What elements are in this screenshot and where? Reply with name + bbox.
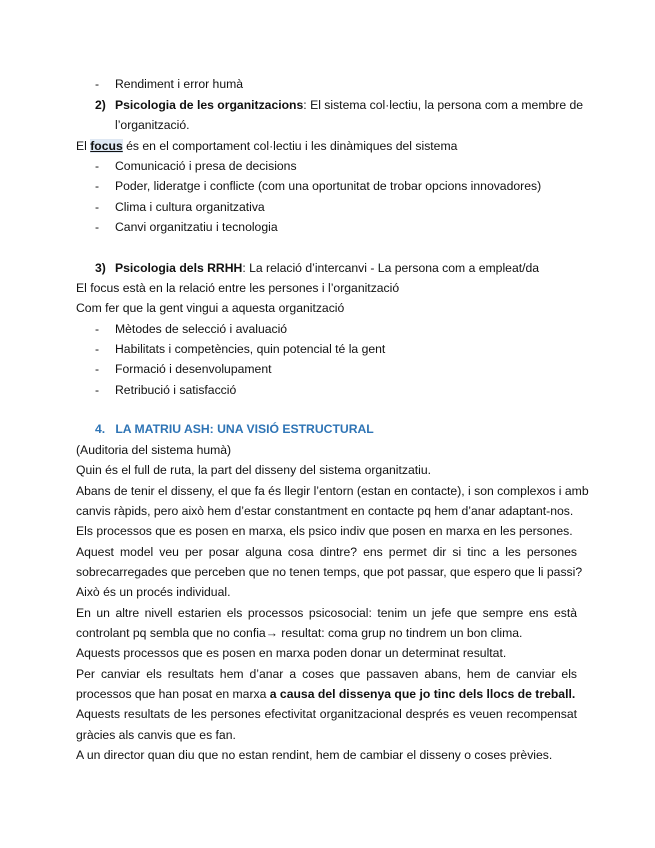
section-heading [95,421,374,437]
text-span: processos que han posat en marxa [76,687,270,701]
text-line: Aquest model veu per posar alguna cosa dintre? ens permet dir si tinc a les persones [76,545,577,559]
text-line: Això és un procés individual. [76,585,231,599]
text-line: Els processos que es posen en marxa, els psico indiv que posen en marxa en les persones. [76,524,573,538]
bullet-dash: - [95,383,100,397]
text-line: Aquests resultats de les persones efectivitat organitzacional després es veuen recompensat [76,707,577,721]
bullet-item: Poder, lideratge i conflicte (com una oportunitat de trobar opcions innovadores) [115,179,542,193]
text-line: Abans de tenir el disseny, el que fa és llegir l’entorn (estan en contacte), i son complexos i amb [76,484,589,498]
text-line: l’organització. [115,118,190,132]
bullet-item: Retribució i satisfacció [115,383,237,397]
text-line: Quin és el full de ruta, la part del disseny del sistema organitzatiu. [76,463,431,477]
text-line: controlant pq sembla que no confia→ resultat: coma grup no tindrem un bon clima. [76,626,523,640]
text-line: Per canviar els resultats hem d’anar a coses que passaven abans, hem de canviar els [76,667,577,681]
bullet-item: Mètodes de selecció i avaluació [115,322,288,336]
text-line: Aquests processos que es posen en marxa poden donar un determinat resultat. [76,646,507,660]
text-line: sobrecarregades que perceben que no tenen temps, que pot passar, que espero que li passi? [76,565,583,579]
bullet-dash: - [95,362,100,376]
bullet-item: Rendiment i error humà [115,77,244,91]
numbered-item-heading [115,97,584,113]
bullet-item: Canvi organitzatiu i tecnologia [115,220,278,234]
list-number: 3) [95,261,106,275]
highlighted-word: focus [90,139,123,153]
heading-text: LA MATRIU ASH: UNA VISIÓ ESTRUCTURAL [115,422,374,436]
bullet-dash: - [95,200,100,214]
text-line: A un director quan diu que no estan rendint, hem de cambiar el disseny o coses prèvies. [76,748,553,762]
bullet-item: Formació i desenvolupament [115,362,272,376]
section-description: : La relació d’intercanvi - La persona com a empleat/da [242,261,540,275]
text-line [76,686,575,702]
text-line: Com fer que la gent vingui a aquesta organització [76,301,345,315]
text-span: és en el comportament col·lectiu i les dinàmiques del sistema [122,139,458,153]
bullet-dash: - [95,322,100,336]
text-line [76,138,457,154]
section-description: : El sistema col·lectiu, la persona com a membre de [303,98,584,112]
text-line: (Auditoria del sistema humà) [76,443,232,457]
bullet-dash: - [95,179,100,193]
numbered-item-heading [115,260,539,276]
text-line: gràcies als canvis que es fan. [76,728,236,742]
section-title: Psicologia dels RRHH [115,261,243,275]
text-line: El focus està en la relació entre les persones i l’organització [76,281,400,295]
heading-number: 4. [95,422,106,436]
bullet-dash: - [95,77,100,91]
bullet-dash: - [95,342,100,356]
list-number: 2) [95,98,106,112]
text-line: canvis ràpids, pero això hem d’estar constantment en contacte pq hem d’anar adaptant-nos. [76,504,574,518]
bullet-item: Comunicació i presa de decisions [115,159,297,173]
bullet-dash: - [95,220,100,234]
text-line: En un altre nivell estarien els processos psicosocial: tenim un jefe que sempre ens està [76,606,577,620]
bullet-item: Clima i cultura organitzativa [115,200,265,214]
bullet-item: Habilitats i competències, quin potencial té la gent [115,342,386,356]
bold-phrase: a causa del dissenya que jo tinc dels llocs de treball. [269,687,576,701]
bullet-dash: - [95,159,100,173]
text-span: El [76,139,91,153]
section-title: Psicologia de les organitzacions [115,98,304,112]
